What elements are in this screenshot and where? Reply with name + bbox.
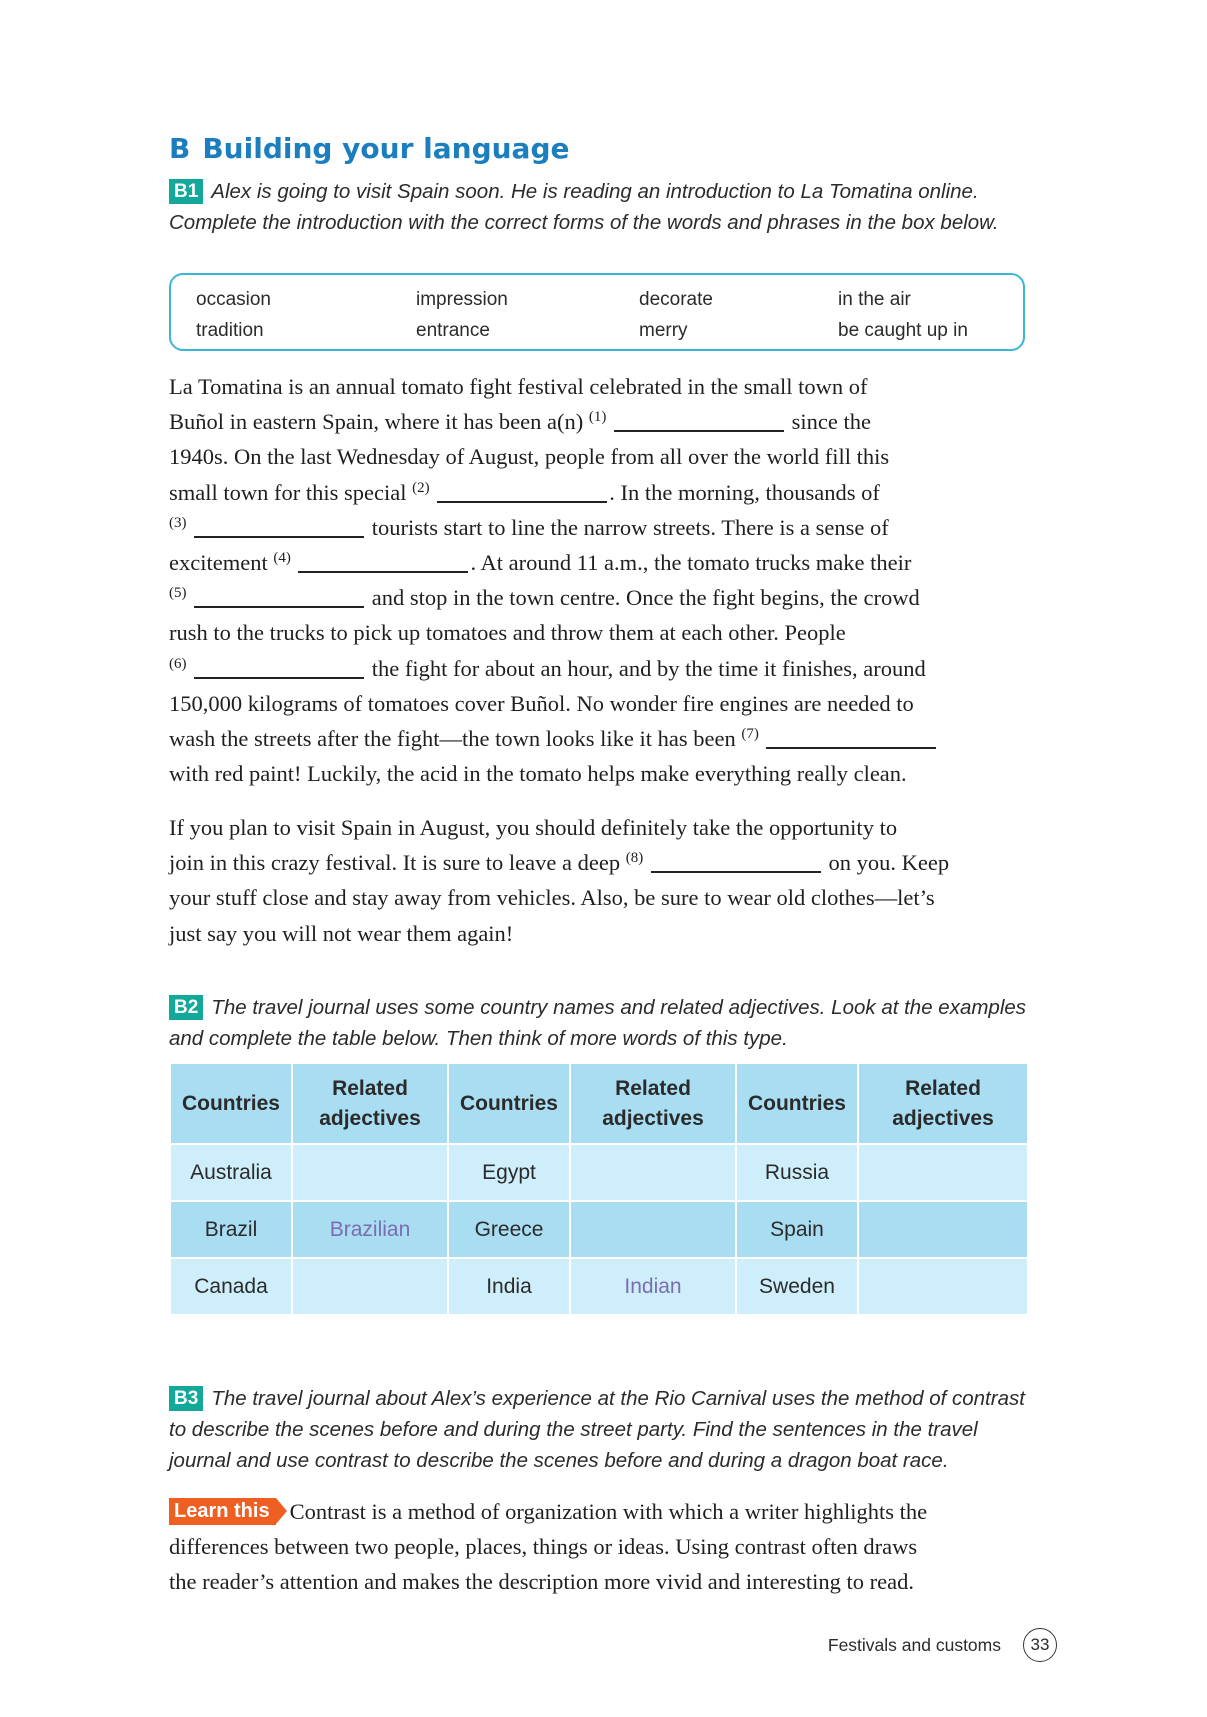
- answer-blank-6[interactable]: [194, 677, 364, 679]
- blank-number: (6): [169, 655, 187, 672]
- passage-line: wash the streets after the fight—the town looks like it has been $^{(7)}$: [169, 721, 1049, 756]
- passage-paragraph-2: [169, 810, 1049, 951]
- passage-line: small town for this special $^{(2)}$ . In the morning, thousands of: [169, 479, 880, 505]
- blank-number: (1): [588, 409, 607, 426]
- column-header: Countries: [448, 1063, 570, 1144]
- word-box-item: entrance: [416, 320, 490, 341]
- b3-instructions: [169, 1383, 1029, 1476]
- b3-instruction-line-2: to describe the scenes before and during the street party. Find the sentences in the travel: [169, 1418, 978, 1441]
- adjective-cell[interactable]: [858, 1144, 1028, 1201]
- passage-line: just say you will not wear them again!: [169, 920, 514, 946]
- column-header: Countries: [736, 1063, 858, 1144]
- section-title: Building your language: [202, 132, 570, 165]
- word-box-item: decorate: [639, 289, 713, 310]
- b2-instruction-line-2: and complete the table below. Then think of more words of this type.: [169, 1027, 788, 1050]
- column-header: Related adjectives: [858, 1063, 1028, 1144]
- passage-line: 150,000 kilograms of tomatoes cover Buñol. No wonder fire engines are needed to: [169, 690, 914, 716]
- learn-this-label: Learn this: [169, 1498, 276, 1525]
- blank-number: (5): [169, 585, 187, 602]
- country-cell: Australia: [170, 1144, 292, 1201]
- column-header: Countries: [170, 1063, 292, 1144]
- section-heading: [169, 132, 570, 165]
- word-box-item: in the air: [838, 289, 911, 310]
- passage-line: join in this crazy festival. It is sure to leave a deep $^{(8)}$ on you. Keep: [169, 850, 950, 876]
- b2-tag: B2: [169, 995, 203, 1020]
- b1-instruction-line-1: Alex is going to visit Spain soon. He is reading an introduction to La Tomatina online.: [211, 180, 979, 203]
- adjective-cell[interactable]: [292, 1144, 448, 1201]
- adjective-cell[interactable]: [858, 1201, 1028, 1258]
- b3-instruction-line-1: The travel journal about Alex’s experience at the Rio Carnival uses the method of contrast: [211, 1387, 1025, 1410]
- country-cell: Sweden: [736, 1258, 858, 1315]
- page-number: 33: [1023, 1628, 1057, 1662]
- answer-blank-2[interactable]: [437, 501, 607, 503]
- country-cell: Russia: [736, 1144, 858, 1201]
- answer-blank-5[interactable]: [194, 606, 364, 608]
- country-adjective-table: [169, 1062, 1029, 1316]
- footer-unit-title: Festivals and customs: [827, 1634, 1001, 1655]
- passage-line: your stuff close and stay away from vehicles. Also, be sure to wear old clothes—let’s: [169, 885, 935, 911]
- country-cell: Brazil: [170, 1201, 292, 1258]
- adjective-cell[interactable]: [570, 1201, 736, 1258]
- answer-blank-7[interactable]: [766, 747, 936, 749]
- adjective-cell[interactable]: [292, 1258, 448, 1315]
- passage-line: 1940s. On the last Wednesday of August, people from all over the world fill this: [169, 444, 890, 470]
- b1-tag: B1: [169, 179, 203, 204]
- word-box-item: impression: [416, 289, 508, 310]
- b1-instructions: [169, 176, 1029, 238]
- word-box-item: be caught up in: [838, 320, 968, 341]
- learn-this-line-2: differences between two people, places, things or ideas. Using contrast often draws: [169, 1534, 918, 1560]
- passage-line: $^{(6)}$ the fight for about an hour, and by the time it finishes, around: [169, 655, 926, 681]
- column-header: Related adjectives: [570, 1063, 736, 1144]
- answer-blank-8[interactable]: [651, 871, 821, 873]
- b2-instructions: [169, 992, 1029, 1054]
- adjective-example-cell: Indian: [570, 1258, 736, 1315]
- country-cell: India: [448, 1258, 570, 1315]
- passage-paragraph-1: [169, 369, 1049, 791]
- blank-number: (7): [741, 726, 759, 743]
- page-footer: [828, 1628, 1057, 1662]
- passage-line: $^{(5)}$ and stop in the town centre. Once the fight begins, the crowd: [169, 585, 920, 611]
- answer-blank-3[interactable]: [194, 536, 364, 538]
- blank-number: (2): [412, 479, 430, 496]
- passage-line: with red paint! Luckily, the acid in the tomato helps make everything really clean.: [169, 761, 907, 787]
- passage-line: $^{(3)}$ tourists start to line the narrow streets. There is a sense of: [169, 514, 889, 540]
- answer-blank-1[interactable]: [614, 430, 784, 432]
- table-row: [170, 1201, 1028, 1258]
- country-cell: Greece: [448, 1201, 570, 1258]
- passage-line: If you plan to visit Spain in August, you should definitely take the opportunity to: [169, 815, 898, 840]
- section-letter: B: [169, 132, 191, 165]
- b3-instruction-line-3: journal and use contrast to describe the scenes before and during a dragon boat race.: [169, 1449, 949, 1472]
- b3-tag: B3: [169, 1386, 203, 1411]
- country-cell: Spain: [736, 1201, 858, 1258]
- adjective-cell[interactable]: [858, 1258, 1028, 1315]
- answer-blank-4[interactable]: [298, 571, 468, 573]
- passage-line: excitement $^{(4)}$ . At around 11 a.m., the tomato trucks make their: [169, 550, 912, 576]
- adjective-example-cell: Brazilian: [292, 1201, 448, 1258]
- word-box-item: tradition: [196, 320, 264, 341]
- table-row: [170, 1144, 1028, 1201]
- b2-instruction-line-1: The travel journal uses some country names and related adjectives. Look at the examples: [211, 996, 1027, 1019]
- blank-number: (4): [273, 550, 291, 567]
- column-header: Related adjectives: [292, 1063, 448, 1144]
- blank-number: (3): [169, 514, 187, 531]
- passage-line: La Tomatina is an annual tomato fight festival celebrated in the small town of: [169, 374, 868, 399]
- table-row: [170, 1258, 1028, 1315]
- word-box: [169, 273, 1025, 351]
- learn-this-line-3: the reader’s attention and makes the description more vivid and interesting to read.: [169, 1569, 914, 1595]
- table-header-row: [170, 1063, 1028, 1144]
- country-cell: Canada: [170, 1258, 292, 1315]
- passage-line: rush to the trucks to pick up tomatoes and throw them at each other. People: [169, 620, 846, 646]
- learn-this-line-1: Contrast is a method of organization with which a writer highlights the: [289, 1499, 928, 1524]
- learn-this-box: [169, 1494, 1049, 1600]
- blank-number: (8): [625, 850, 644, 867]
- word-box-item: merry: [639, 320, 688, 341]
- country-cell: Egypt: [448, 1144, 570, 1201]
- passage-line: Buñol in eastern Spain, where it has been a(n) $^{(1)}$ since the: [169, 409, 871, 435]
- adjective-cell[interactable]: [570, 1144, 736, 1201]
- b1-instruction-line-2: Complete the introduction with the correct forms of the words and phrases in the box below.: [169, 211, 999, 234]
- word-box-item: occasion: [196, 289, 271, 310]
